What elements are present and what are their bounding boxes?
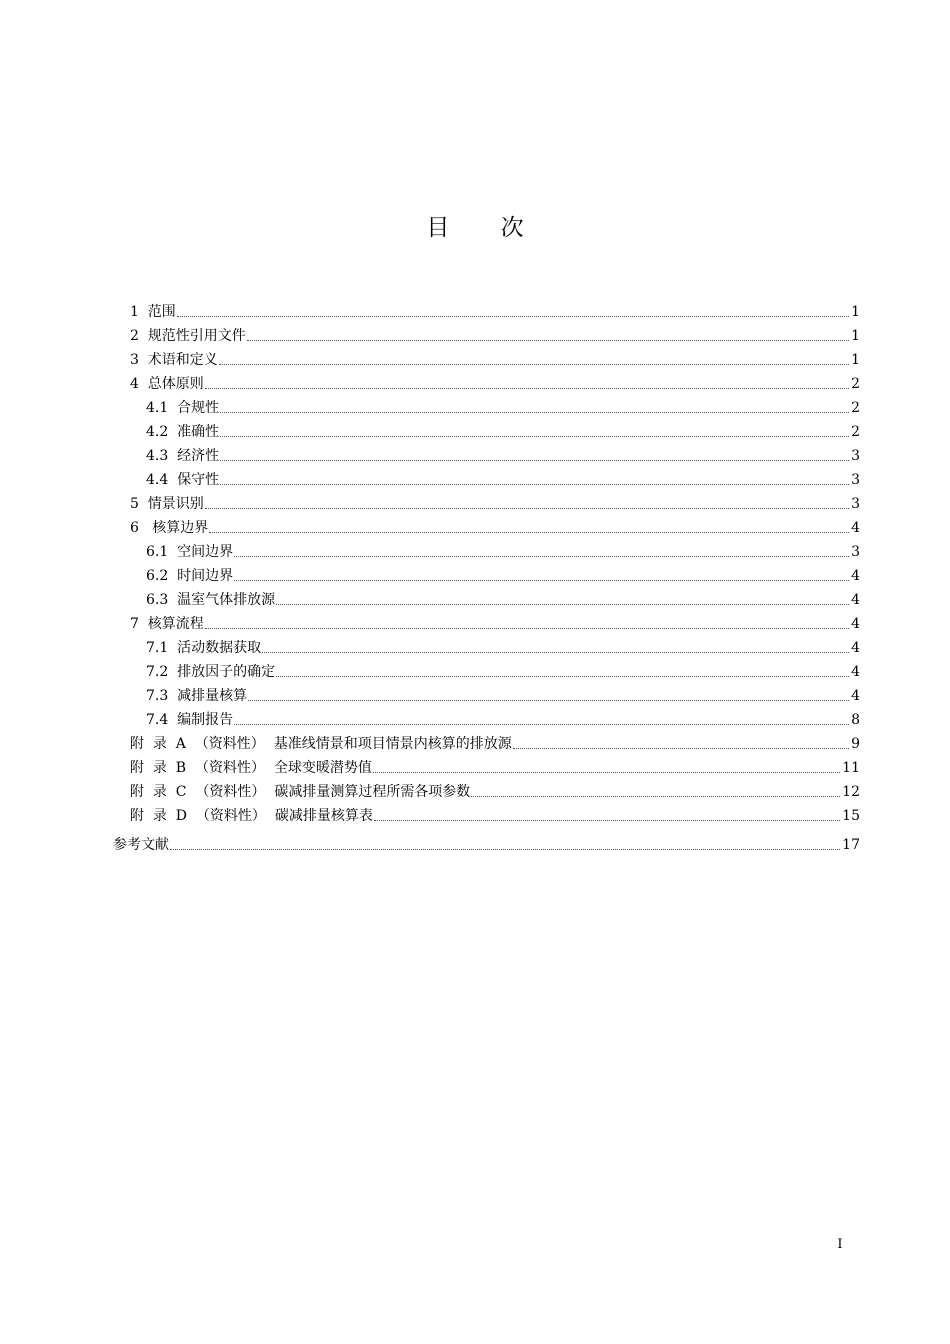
toc-entry-accounting-boundary[interactable] — [130, 518, 860, 538]
toc-dot-leader — [177, 315, 849, 317]
toc-dot-leader — [220, 459, 849, 461]
toc-dot-leader — [234, 555, 849, 557]
toc-dot-leader — [234, 723, 849, 725]
toc-dot-leader — [374, 819, 840, 821]
toc-entry-label: 4.4 保守性 — [146, 472, 220, 488]
toc-dot-leader — [276, 675, 849, 677]
toc-entry-page: 4 — [851, 616, 860, 632]
toc-entry-page: 17 — [842, 837, 860, 853]
toc-entry-page: 9 — [851, 736, 860, 752]
toc-entry-page: 4 — [851, 520, 860, 536]
toc-entry-6-3[interactable] — [146, 590, 860, 610]
toc-entry-6-2[interactable] — [146, 566, 860, 586]
toc-entry-page: 1 — [851, 352, 860, 368]
toc-entry-page: 1 — [851, 304, 860, 320]
toc-dot-leader — [247, 339, 849, 341]
toc-entry-label: 附 录 A （资料性） 基准线情景和项目情景内核算的排放源 — [130, 736, 512, 752]
toc-entry-normative-references[interactable] — [130, 326, 860, 346]
toc-entry-4-4[interactable] — [146, 470, 860, 490]
toc-entry-accounting-process[interactable] — [130, 614, 860, 634]
toc-dot-leader — [170, 848, 840, 850]
toc-dot-leader — [220, 411, 849, 413]
toc-entry-page: 4 — [851, 664, 860, 680]
toc-entry-scenario-identification[interactable] — [130, 494, 860, 514]
toc-entry-page: 3 — [851, 472, 860, 488]
toc-entry-label: 参考文献 — [113, 837, 169, 853]
toc-entry-page: 12 — [842, 784, 860, 800]
toc-dot-leader — [209, 531, 849, 533]
toc-entry-page: 4 — [851, 592, 860, 608]
toc-entry-page: 8 — [851, 712, 860, 728]
toc-entry-page: 2 — [851, 376, 860, 392]
toc-entry-label: 6.3 温室气体排放源 — [146, 592, 276, 608]
toc-entry-label: 附 录 D （资料性） 碳减排量核算表 — [130, 808, 373, 824]
toc-entry-label: 4.3 经济性 — [146, 448, 220, 464]
toc-entry-label: 4.1 合规性 — [146, 400, 220, 416]
toc-dot-leader — [205, 387, 849, 389]
toc-dot-leader — [276, 603, 849, 605]
toc-entry-page: 3 — [851, 448, 860, 464]
toc-dot-leader — [373, 771, 840, 773]
toc-entry-label: 2 规范性引用文件 — [130, 328, 246, 344]
toc-entry-label: 4 总体原则 — [130, 376, 204, 392]
toc-dot-leader — [205, 627, 849, 629]
toc-entry-label: 1 范围 — [130, 304, 176, 320]
toc-entry-appendix-d[interactable] — [130, 806, 860, 826]
toc-dot-leader — [262, 651, 849, 653]
toc-entry-label: 7 核算流程 — [130, 616, 204, 632]
toc-dot-leader — [513, 747, 849, 749]
toc-entry-4-2[interactable] — [146, 422, 860, 442]
toc-entry-label: 7.3 减排量核算 — [146, 688, 248, 704]
toc-entry-4-3[interactable] — [146, 446, 860, 466]
toc-title: 目 次 — [426, 215, 546, 241]
toc-entry-page: 11 — [842, 760, 860, 776]
toc-entry-7-4[interactable] — [146, 710, 860, 730]
toc-entry-references[interactable] — [113, 835, 860, 855]
toc-dot-leader — [234, 579, 849, 581]
toc-entry-terms-definitions[interactable] — [130, 350, 860, 370]
toc-entry-4-1[interactable] — [146, 398, 860, 418]
toc-entry-label: 6.2 时间边界 — [146, 568, 234, 584]
toc-entry-page: 4 — [851, 640, 860, 656]
toc-entry-page: 2 — [851, 400, 860, 416]
toc-entry-label: 6 核算边界 — [130, 520, 209, 536]
toc-entry-page: 3 — [851, 496, 860, 512]
toc-entry-page: 4 — [851, 568, 860, 584]
footer-page-number: I — [837, 1237, 843, 1252]
toc-entry-appendix-a[interactable] — [130, 734, 860, 754]
toc-dot-leader — [248, 699, 849, 701]
toc-entry-label: 6.1 空间边界 — [146, 544, 234, 560]
toc-entry-label: 5 情景识别 — [130, 496, 204, 512]
toc-entry-label: 3 术语和定义 — [130, 352, 218, 368]
toc-entry-6-1[interactable] — [146, 542, 860, 562]
toc-entry-appendix-c[interactable] — [130, 782, 860, 802]
toc-entry-page: 4 — [851, 688, 860, 704]
toc-entry-page: 1 — [851, 328, 860, 344]
toc-entry-7-2[interactable] — [146, 662, 860, 682]
toc-entry-label: 附 录 C （资料性） 碳减排量测算过程所需各项参数 — [130, 784, 471, 800]
toc-dot-leader — [471, 795, 840, 797]
toc-dot-leader — [220, 483, 849, 485]
toc-entry-label: 附 录 B （资料性） 全球变暖潜势值 — [130, 760, 372, 776]
toc-entry-label: 7.1 活动数据获取 — [146, 640, 262, 656]
toc-entry-label: 7.4 编制报告 — [146, 712, 234, 728]
toc-dot-leader — [205, 507, 849, 509]
toc-entry-appendix-b[interactable] — [130, 758, 860, 778]
toc-dot-leader — [220, 435, 849, 437]
toc-entry-general-principles[interactable] — [130, 374, 860, 394]
toc-dot-leader — [219, 363, 849, 365]
toc-entry-7-3[interactable] — [146, 686, 860, 706]
toc-entry-7-1[interactable] — [146, 638, 860, 658]
toc-entry-label: 7.2 排放因子的确定 — [146, 664, 276, 680]
toc-entry-label: 4.2 准确性 — [146, 424, 220, 440]
toc-entry-page: 2 — [851, 424, 860, 440]
toc-entry-page: 3 — [851, 544, 860, 560]
toc-entry-scope[interactable] — [130, 302, 860, 322]
toc-entry-page: 15 — [842, 808, 860, 824]
